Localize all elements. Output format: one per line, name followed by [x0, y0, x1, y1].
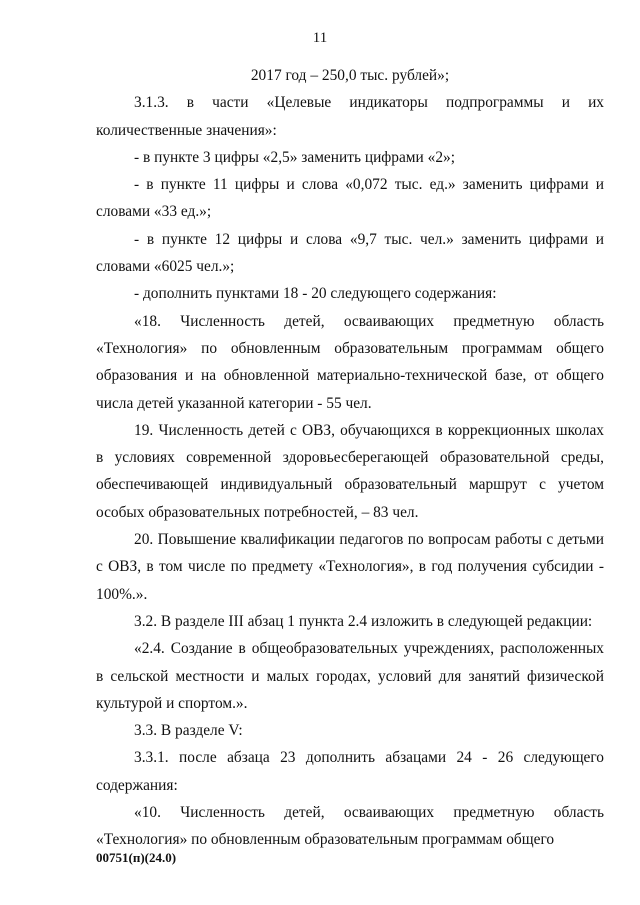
paragraph-budget-line: 2017 год – 250,0 тыс. рублей»; — [250, 67, 450, 84]
document-body — [96, 62, 604, 854]
paragraph-item-19: 19. Численность детей с ОВЗ, обучающихся в коррекционных школах в условиях современной здоровьесберегающей образовательной среды, обеспечивающей индивидуальный образовательный маршрут с учетом особых образовательных потребностей, – 83 чел. — [96, 421, 604, 521]
paragraph-item-20: 20. Повышение квалификации педагогов по вопросам работы с детьми с ОВЗ, в том числе по предмету «Технология», в год получения субсидии - 100%.». — [96, 531, 604, 603]
document-code: 00751(п)(24.0) — [96, 850, 177, 865]
paragraph-item-18: «18. Численность детей, осваивающих предметную область «Технология» по обновленным образовательным программам общего образования и на обновленной материально-технической базе, от общего числа детей указанной категории - 55 чел. — [96, 312, 604, 412]
paragraph-item-11: - в пункте 11 цифры и слова «0,072 тыс. ед.» заменить цифрами и словами «33 ед.»; — [96, 176, 604, 221]
paragraph-3-2: 3.2. В разделе III абзац 1 пункта 2.4 изложить в следующей редакции: — [134, 612, 593, 630]
paragraph-item-12: - в пункте 12 цифры и слова «9,7 тыс. чел.» заменить цифрами и словами «6025 чел.»; — [96, 230, 604, 276]
paragraph-3-3: 3.3. В разделе V: — [134, 722, 243, 740]
paragraph-2-4: «2.4. Создание в общеобразовательных учреждениях, расположенных в сельской местности и малых городах, условий для занятий физической культурой и спортом.». — [96, 640, 604, 712]
paragraph-add-items: - дополнить пунктами 18 - 20 следующего содержания: — [134, 285, 497, 303]
page-number: 11 — [312, 30, 328, 46]
paragraph-3-3-1: 3.3.1. после абзаца 23 дополнить абзацами 24 - 26 следующего содержания: — [96, 749, 604, 794]
paragraph-item-3: - в пункте 3 цифры «2,5» заменить цифрами «2»; — [134, 148, 455, 166]
paragraph-item-10: «10. Численность детей, осваивающих предметную область «Технология» по обновленным образовательным программам общего — [96, 804, 604, 849]
paragraph-3-1-3: 3.1.3. в части «Целевые индикаторы подпрограммы и их количественные значения»: — [96, 94, 604, 139]
